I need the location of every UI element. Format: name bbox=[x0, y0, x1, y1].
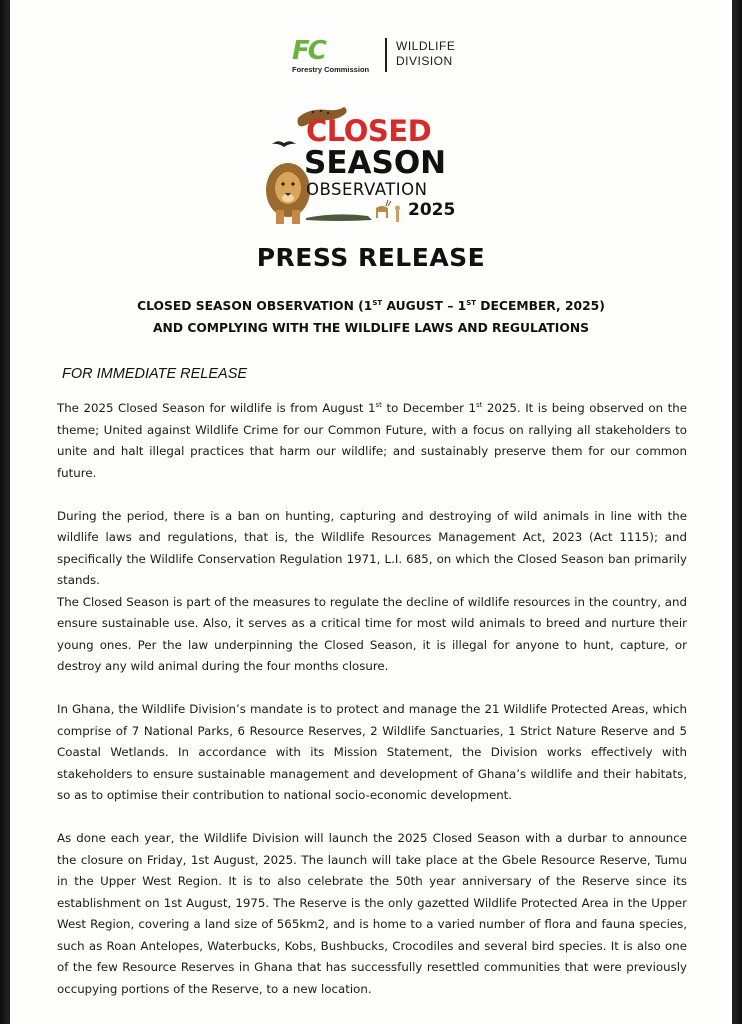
closed-season-logo bbox=[258, 100, 488, 232]
subtitle-text-b: AUGUST – 1 bbox=[382, 299, 467, 314]
paragraph-2: During the period, there is a ban on hunting, capturing and destroying of wild animals in line with the wildlife laws and regulations, that is, the Wildlife Resources Management Act, 2023 (Act 1115); and specifically the Wildlife Conservation Regulation 1971, L.I. 685, on which the Closed Season ban primarily stands. bbox=[57, 508, 687, 587]
crocodile-icon bbox=[306, 214, 372, 221]
header-logo bbox=[282, 36, 482, 78]
p1-sup-1: st bbox=[375, 401, 382, 410]
fc-logo-mark bbox=[292, 36, 325, 66]
subtitle-text-a: CLOSED SEASON OBSERVATION (1 bbox=[137, 299, 373, 314]
logo-divider bbox=[385, 38, 387, 72]
wildlife-division-label bbox=[396, 39, 455, 69]
subtitle-sup-2: ST bbox=[466, 299, 477, 307]
photo-edge-left bbox=[0, 0, 10, 1024]
paragraph-1 bbox=[57, 398, 687, 484]
paragraph-3: The Closed Season is part of the measures to regulate the decline of wildlife resources in the country, and ensure sustainable use. Also, it serves as a critical time for most wild animals to breed and nurture their young ones. Per the law underpinning the Closed Season, it is illegal for anyone to hunt, capture, or destroy any wild animal during the four months closure. bbox=[57, 594, 687, 673]
fc-logo-letters: FC bbox=[292, 36, 325, 66]
bird-icon bbox=[272, 141, 296, 147]
press-release-page bbox=[10, 0, 732, 1024]
page-title: PRESS RELEASE bbox=[256, 243, 486, 272]
paragraph-4: In Ghana, the Wildlife Division’s mandate is to protect and manage the 21 Wildlife Protected Areas, which comprise of 7 National Parks, 6 Resource Reserves, 2 Wildlife Sanctuaries, 1 Strict Nature Reserve and 5 Coastal Wetlands. In accordance with its Mission Statement, the Division works effectively with stakeholders to ensure sustainable management and development of Ghana’s wildlife and their habitats, so as to optimise their contribution to national socio-economic development. bbox=[57, 702, 687, 802]
photo-edge-right bbox=[732, 0, 742, 1024]
p1-sup-2: st bbox=[476, 401, 483, 410]
forestry-commission-logo bbox=[292, 36, 374, 76]
paragraph-5: As done each year, the Wildlife Division will launch the 2025 Closed Season with a durbar to announce the closure on Friday, 1st August, 2025. The launch will take place at the Gbele Resource Reserve, Tumu in the Upper West Region. It is to also celebrate the 50th year anniversary of the Reserve since its establishment on 1st August, 1975. The Reserve is the only gazetted Wildlife Protected Area in the Upper West Region, covering a land size of 565km2, and is home to a varied number of flora and fauna species, such as Roan Antelopes, Waterbucks, Kobs, Bushbucks, Crocodiles and several bird species. It is also one of the few Resource Reserves in Ghana that has successfully resettled communities that were previously occupying portions of the Reserve, to a new location. bbox=[57, 831, 687, 996]
campaign-line-closed: CLOSED bbox=[306, 114, 432, 148]
antelope-icon bbox=[376, 200, 400, 222]
subtitle-text-c: DECEMBER, 2025) bbox=[476, 299, 605, 314]
division-line-2: DIVISION bbox=[396, 54, 453, 68]
document-subtitle bbox=[50, 292, 692, 339]
p1-text-a: The 2025 Closed Season for wildlife is from August 1 bbox=[57, 401, 376, 415]
document-body bbox=[57, 398, 687, 1000]
subtitle-line-1 bbox=[50, 292, 692, 317]
division-line-1: WILDLIFE bbox=[396, 39, 456, 53]
p1-text-c: 2025. It is being observed on the theme; United against Wildlife Crime for our Common Future, with a focus on rallying all stakeholders to unite and halt illegal practices that harm our wildlife; and sustainably preserve them for our common future. bbox=[57, 401, 687, 480]
campaign-line-observation: OBSERVATION bbox=[306, 180, 428, 199]
campaign-year: 2025 bbox=[408, 200, 456, 220]
forestry-commission-name: Forestry Commission bbox=[292, 65, 370, 74]
p1-text-b: to December 1 bbox=[381, 401, 476, 415]
subtitle-line-2: AND COMPLYING WITH THE WILDLIFE LAWS AND REGULATIONS bbox=[153, 321, 589, 336]
campaign-line-season: SEASON bbox=[304, 145, 447, 181]
release-tag: FOR IMMEDIATE RELEASE bbox=[62, 366, 248, 382]
subtitle-sup-1: ST bbox=[372, 299, 383, 307]
